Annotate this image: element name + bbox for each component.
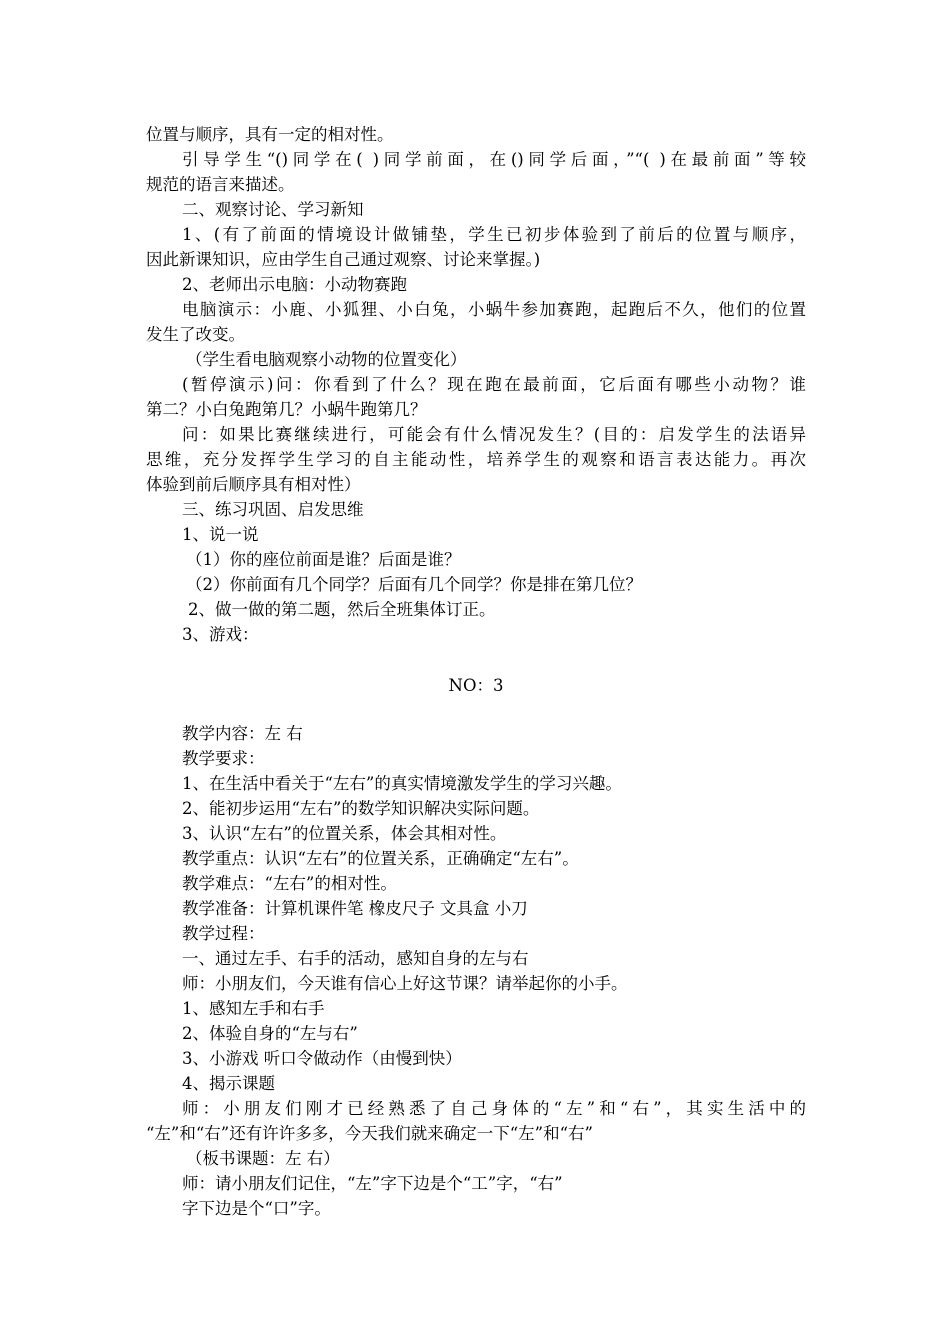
text-line: 2、体验自身的“左与右” bbox=[182, 1024, 358, 1043]
text-line: (暂停演示)问：你看到了什么？现在跑在最前面，它后面有哪些小动物？谁 bbox=[182, 375, 806, 394]
text-line: 字下边是个“口”字。 bbox=[182, 1199, 331, 1218]
text-line: 3、游戏： bbox=[182, 625, 259, 644]
text-line: （学生看电脑观察小动物的位置变化） bbox=[186, 350, 467, 369]
text-line: 电脑演示：小鹿、小狐狸、小白兔，小蜗牛参加赛跑，起跑后不久，他们的位置 bbox=[182, 300, 806, 319]
text-line: （2）你前面有几个同学？后面有几个同学？你是排在第几位？ bbox=[186, 575, 642, 594]
text-line: 发生了改变。 bbox=[146, 325, 245, 344]
text-line: 引导学生“()同学在( )同学前面，在()同学后面，”“( )在最前面”等较 bbox=[182, 150, 806, 169]
text-line: （板书课题：左 右） bbox=[186, 1149, 340, 1168]
text-line: 1、感知左手和右手 bbox=[182, 999, 325, 1018]
text-line: 1、在生活中看关于“左右”的真实情境激发学生的学习兴趣。 bbox=[182, 774, 622, 793]
text-line: 教学准备：计算机课件笔 橡皮尺子 文具盒 小刀 bbox=[182, 899, 528, 918]
text-line: “左”和“右”还有许许多多，今天我们就来确定一下“左”和“右” bbox=[146, 1124, 593, 1143]
text-line: 问：如果比赛继续进行，可能会有什么情况发生？(目的：启发学生的法语异 bbox=[182, 425, 806, 444]
text-line: 教学难点：“左右”的相对性。 bbox=[182, 874, 397, 893]
text-line: 教学过程： bbox=[182, 924, 265, 943]
text-line: 因此新课知识，应由学生自己通过观察、讨论来掌握。) bbox=[146, 250, 541, 269]
section-heading: 二、观察讨论、学习新知 bbox=[182, 200, 364, 219]
text-line: 师：小朋友们，今天谁有信心上好这节课？请举起你的小手。 bbox=[182, 974, 628, 993]
text-line: 师：小朋友们刚才已经熟悉了自己身体的“左”和“右”，其实生活中的 bbox=[182, 1099, 806, 1118]
text-line: （1）你的座位前面是谁？后面是谁？ bbox=[186, 550, 461, 569]
text-line: 第二？小白兔跑第几？小蜗牛跑第几？ bbox=[146, 400, 427, 419]
text-line: 4、揭示课题 bbox=[182, 1074, 275, 1093]
text-line: 体验到前后顺序具有相对性） bbox=[146, 475, 361, 494]
text-line: 教学内容：左 右 bbox=[182, 724, 303, 743]
text-line: 2、能初步运用“左右”的数学知识解决实际问题。 bbox=[182, 799, 540, 818]
text-line: 3、认识“左右”的位置关系，体会其相对性。 bbox=[182, 824, 507, 843]
text-line: 教学要求： bbox=[182, 749, 265, 768]
text-line: 师：请小朋友们记住，“左”字下边是个“工”字，“右” bbox=[182, 1174, 563, 1193]
text-line: 思维，充分发挥学生学习的自主能动性，培养学生的观察和语言表达能力。再次 bbox=[146, 450, 806, 469]
text-line: 1、(有了前面的情境设计做铺垫，学生已初步体验到了前后的位置与顺序， bbox=[182, 225, 806, 244]
text-line: 规范的语言来描述。 bbox=[146, 175, 295, 194]
text-line: 3、小游戏 听口令做动作（由慢到快） bbox=[182, 1049, 462, 1068]
lesson-number-heading: NO：3 bbox=[448, 676, 504, 695]
text-line: 2、做一做的第二题，然后全班集体订正。 bbox=[188, 600, 496, 619]
text-line: 教学重点：认识“左右”的位置关系，正确确定“左右”。 bbox=[182, 849, 579, 868]
section-heading: 一、通过左手、右手的活动，感知自身的左与右 bbox=[182, 949, 529, 968]
section-heading: 三、练习巩固、启发思维 bbox=[182, 500, 364, 519]
text-line: 1、说一说 bbox=[182, 525, 259, 544]
text-line: 位置与顺序，具有一定的相对性。 bbox=[146, 125, 394, 144]
text-line: 2、老师出示电脑：小动物赛跑 bbox=[182, 275, 407, 294]
